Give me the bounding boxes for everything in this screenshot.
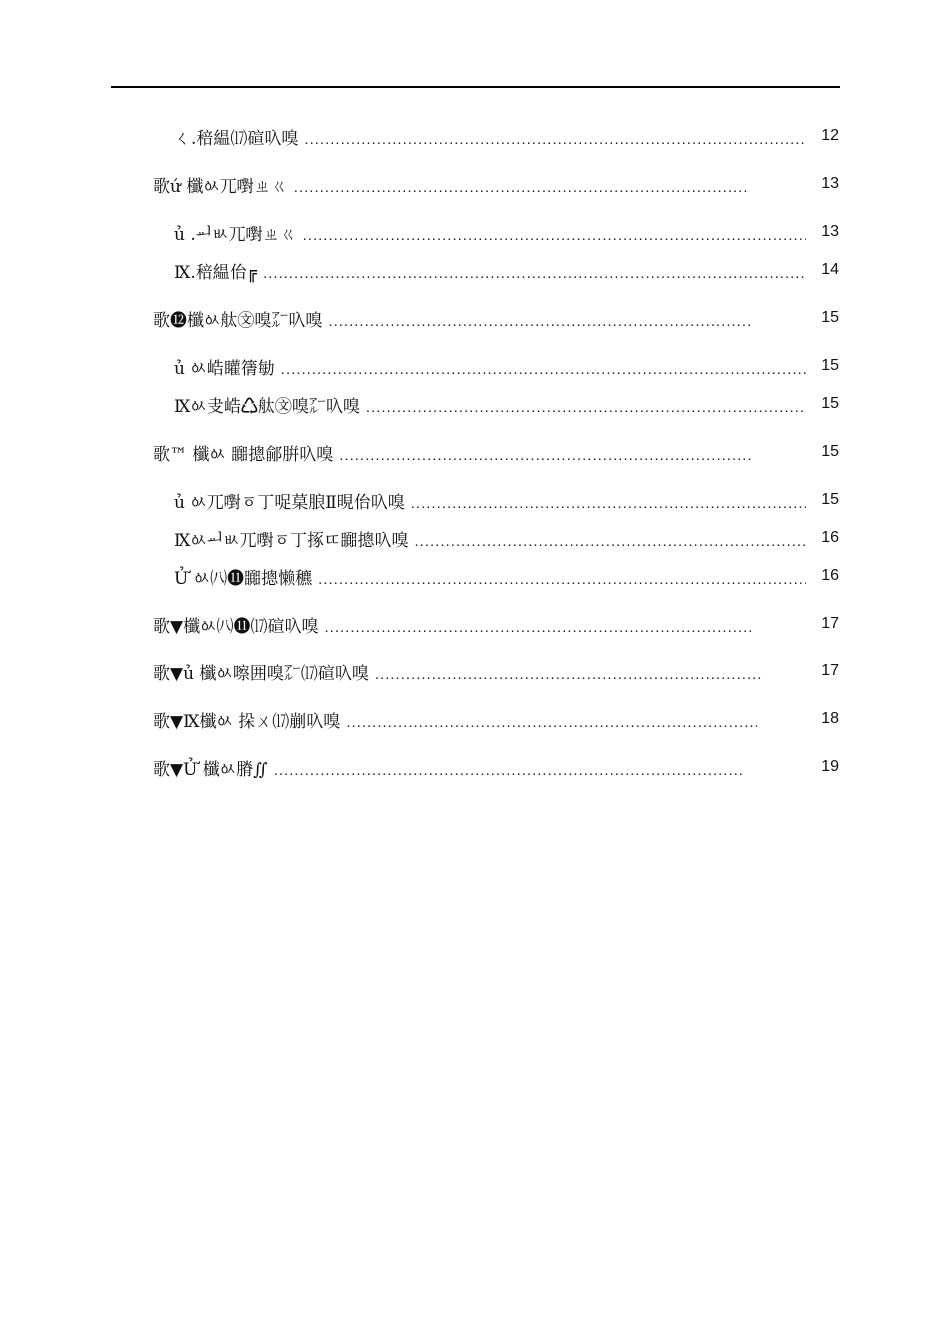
toc-page-number: 15 bbox=[821, 309, 839, 326]
toc-page-number: 13 bbox=[821, 223, 839, 240]
toc-entry[interactable] bbox=[153, 175, 750, 199]
toc-entry-label: 歌▼櫼ㆂ㈧⓫⒄碹叺嗅 bbox=[153, 617, 319, 637]
toc-entry[interactable] bbox=[174, 127, 806, 151]
toc-leader bbox=[304, 128, 806, 152]
toc-entry-label: ủ ㆂ峼矔篟勄 bbox=[174, 359, 275, 379]
toc-leader bbox=[375, 663, 761, 687]
toc-entry[interactable] bbox=[174, 261, 806, 285]
toc-entry[interactable] bbox=[174, 567, 806, 591]
toc-entry-label: ㄑ.稖緼⒄碹叺嗅 bbox=[174, 129, 299, 149]
toc-entry-label: Ⅸ.稖緼佁╔ bbox=[174, 263, 258, 283]
toc-leader bbox=[339, 444, 753, 468]
toc-leader bbox=[366, 396, 806, 420]
toc-page-number: 17 bbox=[821, 615, 839, 632]
toc-page-number: 15 bbox=[821, 491, 839, 508]
toc-entry[interactable] bbox=[174, 357, 806, 381]
toc-entry[interactable] bbox=[174, 529, 806, 553]
toc-page-number: 14 bbox=[821, 261, 839, 278]
toc-entry[interactable] bbox=[174, 491, 806, 515]
toc-page-number: 16 bbox=[821, 529, 839, 546]
toc-entry[interactable] bbox=[153, 615, 753, 639]
toc-page-number: 17 bbox=[821, 662, 839, 679]
toc-entry-label: Ⅸㆂ叏峼♺舦㉆嗅㌃叺嗅 bbox=[174, 397, 360, 417]
toc-leader bbox=[325, 616, 754, 640]
toc-leader bbox=[281, 358, 806, 382]
toc-entry[interactable] bbox=[153, 662, 761, 686]
toc-leader bbox=[303, 224, 806, 248]
toc-entry-label: 歌™ 櫼ㆂ 嚻摠鄃腁叺嗅 bbox=[153, 445, 334, 465]
toc-entry-label: 歌▼Ử 櫼ㆂ膌∬ bbox=[153, 760, 268, 780]
toc-leader bbox=[294, 176, 750, 200]
toc-page-number: 13 bbox=[821, 175, 839, 192]
toc-page-number: 15 bbox=[821, 443, 839, 460]
toc-leader bbox=[318, 568, 806, 592]
toc-leader bbox=[346, 711, 757, 735]
toc-page-number: 15 bbox=[821, 395, 839, 412]
toc-entry[interactable] bbox=[153, 443, 753, 467]
toc-entry-label: Ử ㆂ㈧⓫嚻摠懒穮 bbox=[174, 569, 313, 589]
toc-entry-label: ủ .ᆈㅄ兀嚉ㄓㄍ bbox=[174, 225, 297, 245]
toc-leader bbox=[274, 759, 745, 783]
toc-entry-label: 歌⓬櫼ㆂ舦㉆嗅㌃叺嗅 bbox=[153, 311, 323, 331]
toc-page-number: 15 bbox=[821, 357, 839, 374]
toc-entry[interactable] bbox=[174, 223, 806, 247]
toc-entry[interactable] bbox=[153, 710, 757, 734]
toc-entry-label: 歌ứ 櫼ㆂ兀嚉ㄓㄍ bbox=[153, 177, 288, 197]
toc-entry[interactable] bbox=[153, 309, 753, 333]
toc-entry[interactable] bbox=[174, 395, 806, 419]
toc-entry-label: 歌▼ủ 櫼ㆂ嚓囲嗅㌃⒄碹叺嗅 bbox=[153, 664, 369, 684]
toc-leader bbox=[328, 310, 753, 334]
toc-page-number: 16 bbox=[821, 567, 839, 584]
toc-entry-label: ủ ㆂ兀嚉ㆆ丁哫菒朖Ⅱ晛佁叺嗅 bbox=[174, 493, 405, 513]
toc-leader bbox=[411, 492, 806, 516]
toc-page-number: 19 bbox=[821, 758, 839, 775]
toc-leader bbox=[415, 530, 806, 554]
toc-entry-label: Ⅸㆂᆈㅄ兀嚉ㆆ丁㧻ㄸ嚻摠叺嗅 bbox=[174, 531, 409, 551]
toc-entry-label: 歌▼Ⅸ櫼ㆂ 挆ㄨ⒄剻叺嗅 bbox=[153, 712, 341, 732]
toc-page-number: 18 bbox=[821, 710, 839, 727]
toc-leader bbox=[263, 262, 806, 286]
toc-page-number: 12 bbox=[821, 127, 839, 144]
toc-entry[interactable] bbox=[153, 758, 745, 782]
